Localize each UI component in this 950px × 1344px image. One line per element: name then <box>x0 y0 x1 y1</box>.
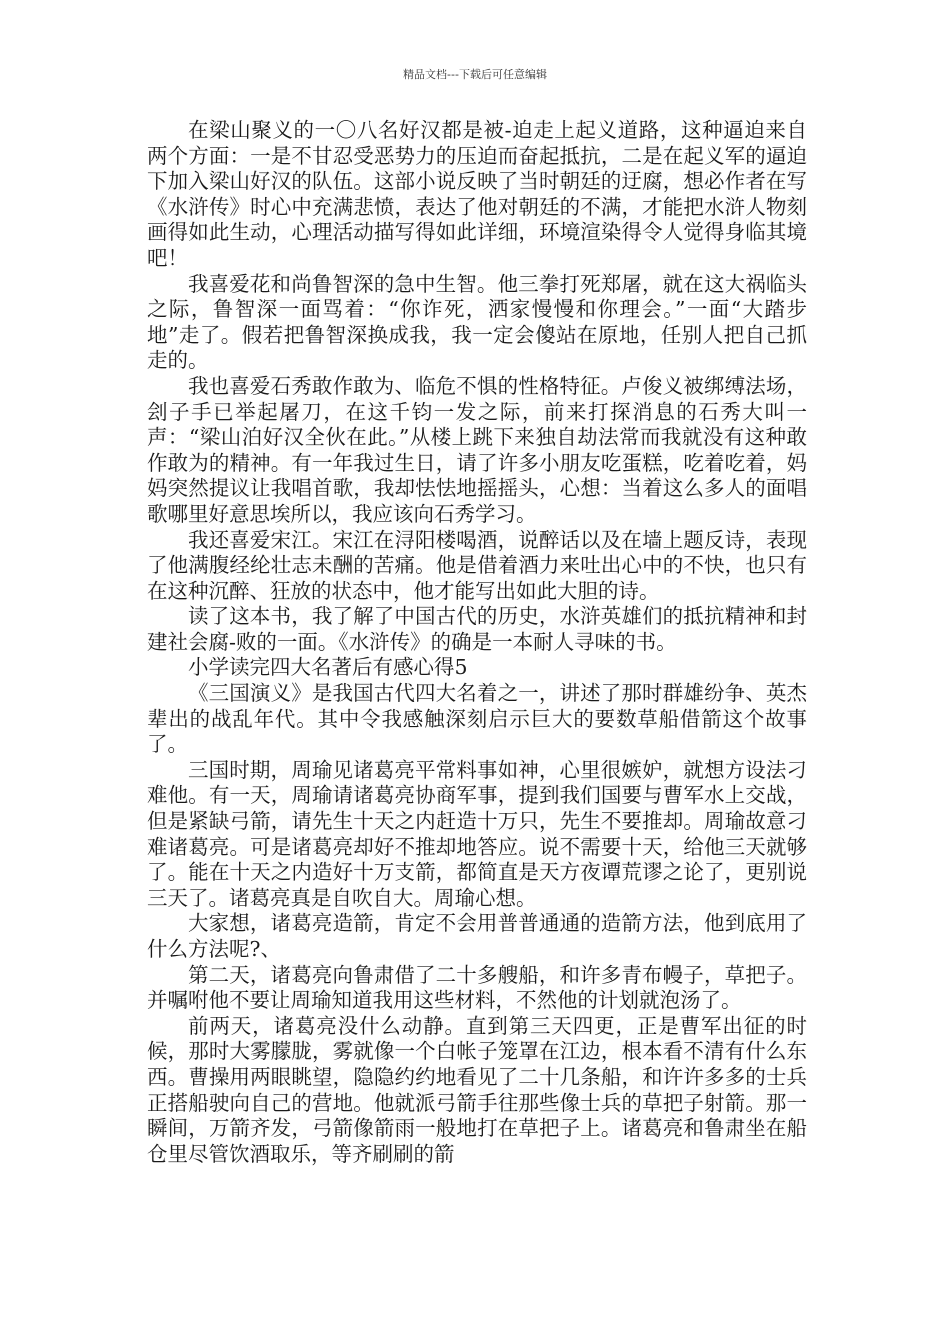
paragraph: 我也喜爱石秀敢作敢为、临危不惧的性格特征。卢俊义被绑缚法场，刽子手已举起屠刀，在这千钧一发之际，前来打探消息的石秀大叫一声：“梁山泊好汉全伙在此。”从楼上跳下来独自劫法常而我就没有这种敢作敢为的精神。有一年我过生日，请了许多小朋友吃蛋糕，吃着吃着，妈妈突然提议让我唱首歌，我却怯怯地摇摇头，心想：当着这么多人的面唱歌哪里好意思埃所以，我应该向石秀学习。 <box>147 373 807 526</box>
paragraph: 三国时期，周瑜见诸葛亮平常料事如神，心里很嫉妒，就想方设法刁难他。有一天，周瑜请诸葛亮协商军事，提到我们国要与曹军水上交战，但是紧缺弓箭，请先生十天之内赶造十万只，先生不要推却。周瑜故意刁难诸葛亮。可是诸葛亮却好不推却地答应。说不需要十天，给他三天就够了。能在十天之内造好十万支箭，都简直是天方夜谭荒谬之论了，更别说三天了。诸葛亮真是自吹自大。周瑜心想。 <box>147 757 807 910</box>
paragraph: 读了这本书，我了解了中国古代的历史，水浒英雄们的抵抗精神和封建社会腐-败的一面。《水浒传》的确是一本耐人寻味的书。 <box>147 604 807 654</box>
paragraph: 前两天，诸葛亮没什么动静。直到第三天四更，正是曹军出征的时候，那时大雾朦胧，雾就像一个白帐子笼罩在江边，根本看不清有什么东西。曹操用两眼眺望，隐隐约约地看见了二十几条船，和许许多多的士兵正搭船驶向自己的营地。他就派弓箭手往那些像士兵的草把子射箭。那一瞬间，万箭齐发，弓箭像箭雨一般地打在草把子上。诸葛亮和鲁肃坐在船仓里尽管饮酒取乐，等齐刷刷的箭 <box>147 1013 807 1166</box>
paragraph: 我还喜爱宋江。宋江在浔阳楼喝酒，说醉话以及在墙上题反诗，表现了他满腹经纶壮志未酬的苦痛。他是借着酒力来吐出心中的不快，也只有在这种沉醉、狂放的状态中，他才能写出如此大胆的诗。 <box>147 527 807 603</box>
paragraph: 在梁山聚义的一〇八名好汉都是被-迫走上起义道路，这种逼迫来自两个方面：一是不甘忍受恶势力的压迫而奋起抵抗，二是在起义军的逼迫下加入梁山好汉的队伍。这部小说反映了当时朝廷的迂腐，想必作者在写《水浒传》时心中充满悲愤，表达了他对朝廷的不满，才能把水浒人物刻画得如此生动，心理活动描写得如此详细，环境渲染得令人觉得身临其境吧！ <box>147 118 807 270</box>
paragraph: 《三国演义》是我国古代四大名着之一，讲述了那时群雄纷争、英杰辈出的战乱年代。其中令我感触深刻启示巨大的要数草船借箭这个故事了。 <box>147 681 807 757</box>
paragraph: 大家想，诸葛亮造箭，肯定不会用普普通通的造箭方法，他到底用了什么方法呢?、 <box>147 911 807 961</box>
section-heading: 小学读完四大名著后有感心得5 <box>188 655 468 680</box>
document-body <box>147 118 807 1167</box>
page-header: 精品文档---下载后可任意编辑 <box>403 68 547 81</box>
paragraph: 我喜爱花和尚鲁智深的急中生智。他三拳打死郑屠，就在这大祸临头之际，鲁智深一面骂着：“你诈死，洒家慢慢和你理会。”一面“大踏步地”走了。假若把鲁智深换成我，我一定会傻站在原地，任别人把自己抓走的。 <box>147 271 807 373</box>
paragraph: 第二天，诸葛亮向鲁肃借了二十多艘船，和许多青布幔子，草把子。并嘱咐他不要让周瑜知道我用这些材料，不然他的计划就泡汤了。 <box>147 962 807 1013</box>
